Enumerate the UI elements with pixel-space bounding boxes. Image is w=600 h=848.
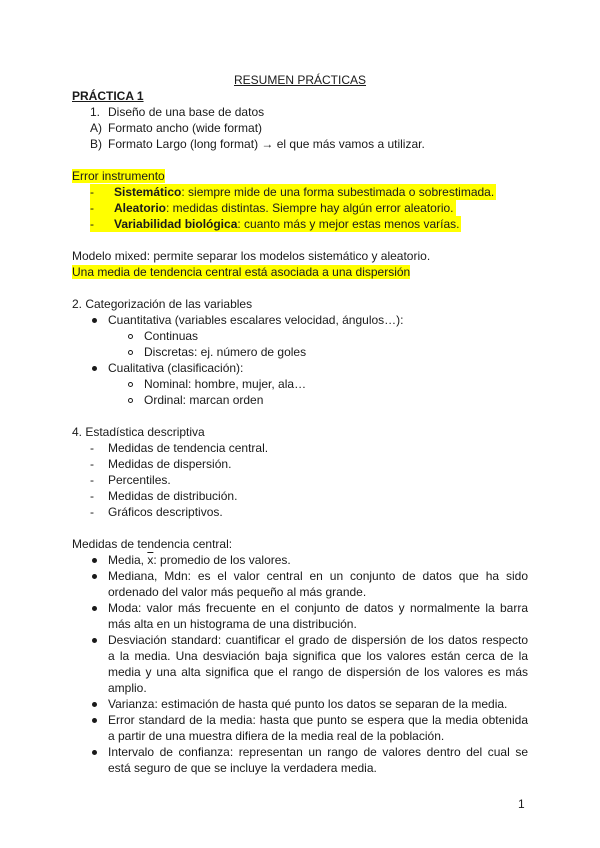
error-item-term: Variabilidad biológica bbox=[114, 217, 238, 231]
error-item-desc: : cuanto más y mejor estas menos varías. bbox=[237, 217, 460, 231]
circle-bullet-icon bbox=[128, 334, 133, 339]
dash-icon: - bbox=[90, 457, 94, 471]
error-item-desc: : siempre mide de una forma subestimada o sobrestimada. bbox=[181, 185, 495, 199]
list-item: Varianza: estimación de hasta qué punto los datos se separan de la media. bbox=[108, 697, 508, 711]
list-item: Medidas de distribución. bbox=[108, 489, 238, 503]
estadistica-heading: 4. Estadística descriptiva bbox=[72, 425, 205, 439]
list-item-continued: media y una alta significa que el rango de dispersión de los valores es más bbox=[108, 665, 528, 679]
mixed-highlight bbox=[72, 264, 410, 280]
list-item: Cualitativa (clasificación): bbox=[108, 361, 244, 375]
list-item: Nominal: hombre, mujer, ala… bbox=[144, 377, 307, 391]
dash-icon: - bbox=[90, 441, 94, 455]
dash-icon: - bbox=[90, 473, 94, 487]
bullet-icon bbox=[92, 702, 97, 707]
mixed-text: Modelo mixed: permite separar los modelos sistemático y aleatorio. bbox=[72, 249, 431, 263]
circle-bullet-icon bbox=[128, 398, 133, 403]
error-item: - Sistemático: siempre mide de una forma subestimada o sobrestimada. bbox=[90, 185, 495, 199]
dash-icon: - bbox=[90, 505, 94, 519]
page-number: 1 bbox=[518, 797, 525, 811]
error-heading bbox=[72, 168, 165, 184]
bullet-icon bbox=[92, 606, 97, 611]
list-item: Discretas: ej. número de goles bbox=[144, 345, 307, 359]
media-desc: : promedio de los valores. bbox=[153, 553, 291, 567]
list-item: Gráficos descriptivos. bbox=[108, 505, 223, 519]
mixed-highlight-text: Una media de tendencia central está asociada a una dispersión bbox=[72, 265, 411, 279]
media-symbol: $\overline{x}$ bbox=[147, 553, 154, 567]
list-item: Diseño de una base de datos bbox=[108, 105, 265, 119]
bullet-icon bbox=[92, 366, 97, 371]
list-item-continued: está seguro de que se incluye la verdadera media. bbox=[108, 761, 377, 775]
medidas-heading: Medidas de tendencia central: bbox=[72, 537, 233, 551]
list-item: Desviación standard: cuantificar el grado de dispersión de los datos respecto bbox=[108, 633, 528, 647]
list-item: Mediana, Mdn: es el valor central en un conjunto de datos que ha sido bbox=[108, 569, 528, 583]
list-item: Intervalo de confianza: representan un rango de valores dentro del cual se bbox=[108, 745, 528, 759]
error-item-term: Sistemático bbox=[114, 185, 182, 199]
list-item bbox=[108, 552, 291, 568]
circle-bullet-icon bbox=[128, 350, 133, 355]
error-item-term: Aleatorio bbox=[114, 201, 167, 215]
list-item: Medidas de dispersión. bbox=[108, 457, 232, 471]
list-item: Formato Largo (long format) → el que más vamos a utilizar. bbox=[108, 137, 425, 151]
error-item: - Variabilidad biológica: cuanto más y mejor estas menos varías. bbox=[90, 217, 460, 231]
list-item-continued: amplio. bbox=[108, 681, 147, 695]
circle-bullet-icon bbox=[128, 382, 133, 387]
bullet-icon bbox=[92, 318, 97, 323]
list-item: Error standard de la media: hasta que punto se espera que la media obtenida bbox=[108, 713, 528, 727]
bullet-icon bbox=[92, 574, 97, 579]
list-item: Ordinal: marcan orden bbox=[144, 393, 264, 407]
list-item: Cuantitativa (variables escalares velocidad, ángulos…): bbox=[108, 313, 404, 327]
error-item: - Aleatorio: medidas distintas. Siempre hay algún error aleatorio. bbox=[90, 201, 454, 215]
list-marker: 1. bbox=[90, 105, 101, 119]
error-item-desc: : medidas distintas. Siempre hay algún error aleatorio. bbox=[166, 201, 454, 215]
list-item-continued: más alta en un histograma de una distribución. bbox=[108, 617, 357, 631]
bullet-icon bbox=[92, 718, 97, 723]
list-item-continued: ordenado del valor más pequeño al más grande. bbox=[108, 585, 367, 599]
bullet-icon bbox=[92, 638, 97, 643]
list-marker: B) bbox=[90, 137, 102, 151]
dash-icon: - bbox=[90, 489, 94, 503]
page-title: RESUMEN PRÁCTICAS bbox=[233, 73, 367, 87]
list-item: Formato ancho (wide format) bbox=[108, 121, 263, 135]
practica-heading: PRÁCTICA 1 bbox=[72, 89, 144, 103]
list-item: Moda: valor más frecuente en el conjunto de datos y normalmente la barra bbox=[108, 601, 528, 615]
list-item-continued: a partir de una muestra difiera de la media real de la población. bbox=[108, 729, 445, 743]
bullet-icon bbox=[92, 750, 97, 755]
media-label: Media, bbox=[108, 553, 148, 567]
error-heading-text: Error instrumento bbox=[72, 169, 165, 183]
bullet-icon bbox=[92, 558, 97, 563]
list-item: Continuas bbox=[144, 329, 199, 343]
list-item-continued: a la media. Una desviación baja significa que los valores están cerca de la bbox=[108, 649, 528, 663]
categorizacion-heading: 2. Categorización de las variables bbox=[72, 297, 253, 311]
list-item: Medidas de tendencia central. bbox=[108, 441, 269, 455]
list-item: Percentiles. bbox=[108, 473, 171, 487]
list-marker: A) bbox=[90, 121, 102, 135]
